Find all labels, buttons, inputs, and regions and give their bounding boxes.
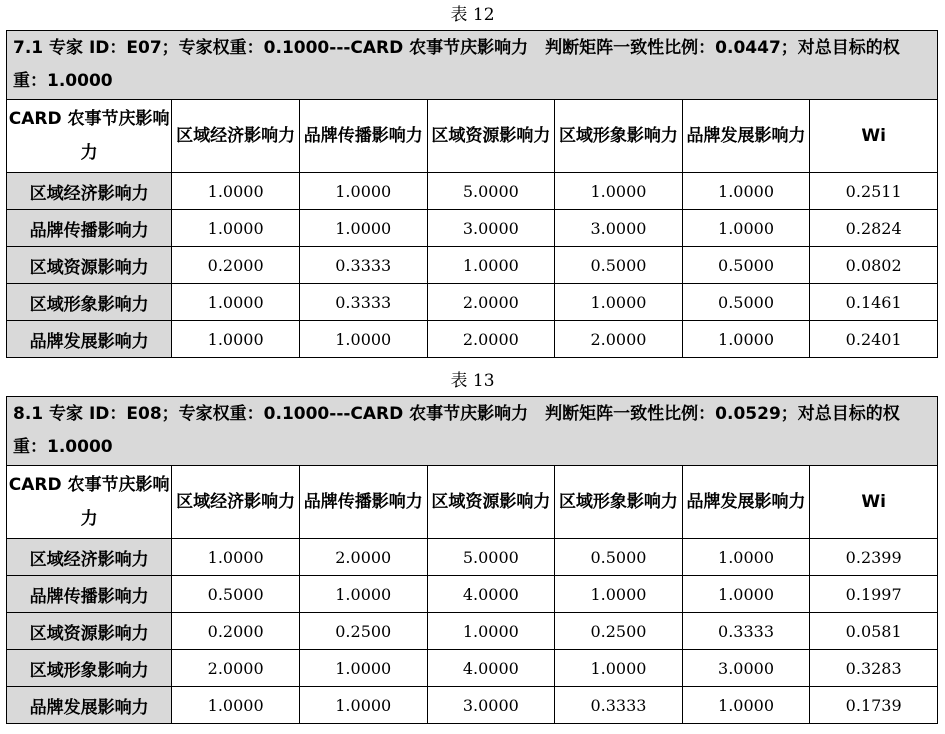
weight-cell: 0.0802 <box>810 247 938 284</box>
column-header: 区域形象影响力 <box>555 466 683 539</box>
table-13 <box>6 396 938 724</box>
table-title: 8.1 专家 ID：E08；专家权重：0.1000---CARD 农事节庆影响力 判断矩阵一致性比例：0.0529；对总目标的权重：1.0000 <box>7 397 938 466</box>
matrix-cell: 1.0000 <box>555 284 683 321</box>
column-header: 品牌传播影响力 <box>299 466 427 539</box>
matrix-cell: 1.0000 <box>172 687 300 724</box>
matrix-cell: 1.0000 <box>299 576 427 613</box>
table-row <box>7 173 938 210</box>
weight-cell: 0.1997 <box>810 576 938 613</box>
weight-cell: 0.0581 <box>810 613 938 650</box>
weight-cell: 0.3283 <box>810 650 938 687</box>
matrix-cell: 1.0000 <box>555 650 683 687</box>
matrix-cell: 1.0000 <box>299 210 427 247</box>
matrix-cell: 1.0000 <box>682 210 810 247</box>
matrix-cell: 3.0000 <box>427 687 555 724</box>
matrix-cell: 2.0000 <box>299 539 427 576</box>
column-header: CARD 农事节庆影响力 <box>7 100 172 173</box>
matrix-cell: 1.0000 <box>427 247 555 284</box>
column-header: 品牌发展影响力 <box>682 466 810 539</box>
column-header: 区域形象影响力 <box>555 100 683 173</box>
table-title: 7.1 专家 ID：E07；专家权重：0.1000---CARD 农事节庆影响力 判断矩阵一致性比例：0.0447；对总目标的权重：1.0000 <box>7 31 938 100</box>
matrix-cell: 1.0000 <box>172 284 300 321</box>
matrix-cell: 1.0000 <box>299 687 427 724</box>
matrix-cell: 1.0000 <box>682 321 810 358</box>
matrix-cell: 0.5000 <box>682 247 810 284</box>
matrix-cell: 2.0000 <box>555 321 683 358</box>
table-row <box>7 210 938 247</box>
header-row <box>7 466 938 539</box>
row-label: 区域形象影响力 <box>7 650 172 687</box>
matrix-cell: 4.0000 <box>427 576 555 613</box>
matrix-cell: 4.0000 <box>427 650 555 687</box>
header-row <box>7 100 938 173</box>
row-label: 品牌发展影响力 <box>7 687 172 724</box>
weight-cell: 0.1461 <box>810 284 938 321</box>
row-label: 区域资源影响力 <box>7 247 172 284</box>
table-row <box>7 321 938 358</box>
matrix-cell: 1.0000 <box>682 173 810 210</box>
table-12-caption: 表 12 <box>450 5 495 25</box>
matrix-cell: 0.2000 <box>172 613 300 650</box>
matrix-cell: 1.0000 <box>172 321 300 358</box>
matrix-cell: 0.2000 <box>172 247 300 284</box>
weight-cell: 0.2399 <box>810 539 938 576</box>
column-header: 品牌发展影响力 <box>682 100 810 173</box>
table-row <box>7 687 938 724</box>
matrix-cell: 1.0000 <box>555 173 683 210</box>
matrix-cell: 5.0000 <box>427 173 555 210</box>
column-header: 区域经济影响力 <box>172 466 300 539</box>
matrix-cell: 1.0000 <box>172 539 300 576</box>
matrix-cell: 2.0000 <box>427 321 555 358</box>
matrix-cell: 0.3333 <box>299 247 427 284</box>
matrix-cell: 1.0000 <box>299 650 427 687</box>
matrix-cell: 5.0000 <box>427 539 555 576</box>
matrix-cell: 0.5000 <box>555 247 683 284</box>
row-label: 品牌发展影响力 <box>7 321 172 358</box>
column-header: CARD 农事节庆影响力 <box>7 466 172 539</box>
table-row <box>7 284 938 321</box>
matrix-cell: 0.3333 <box>555 687 683 724</box>
column-header: 区域资源影响力 <box>427 100 555 173</box>
row-label: 品牌传播影响力 <box>7 210 172 247</box>
table-row <box>7 650 938 687</box>
weight-cell: 0.2401 <box>810 321 938 358</box>
matrix-cell: 1.0000 <box>299 321 427 358</box>
column-header: 品牌传播影响力 <box>299 100 427 173</box>
row-label: 区域资源影响力 <box>7 613 172 650</box>
row-label: 区域经济影响力 <box>7 539 172 576</box>
matrix-cell: 3.0000 <box>555 210 683 247</box>
matrix-cell: 3.0000 <box>682 650 810 687</box>
matrix-cell: 1.0000 <box>682 539 810 576</box>
matrix-cell: 0.3333 <box>682 613 810 650</box>
matrix-cell: 0.3333 <box>299 284 427 321</box>
column-header: 区域经济影响力 <box>172 100 300 173</box>
table-12 <box>6 30 938 358</box>
weight-cell: 0.2824 <box>810 210 938 247</box>
row-label: 区域形象影响力 <box>7 284 172 321</box>
table-row <box>7 576 938 613</box>
weight-cell: 0.2511 <box>810 173 938 210</box>
table-row <box>7 613 938 650</box>
column-header-wi: Wi <box>810 100 938 173</box>
table-row <box>7 539 938 576</box>
matrix-cell: 0.2500 <box>555 613 683 650</box>
matrix-cell: 0.5000 <box>172 576 300 613</box>
matrix-cell: 1.0000 <box>172 173 300 210</box>
table-13-caption: 表 13 <box>450 371 495 391</box>
matrix-cell: 3.0000 <box>427 210 555 247</box>
column-header: 区域资源影响力 <box>427 466 555 539</box>
row-label: 品牌传播影响力 <box>7 576 172 613</box>
matrix-cell: 0.5000 <box>682 284 810 321</box>
matrix-cell: 1.0000 <box>682 576 810 613</box>
row-label: 区域经济影响力 <box>7 173 172 210</box>
matrix-cell: 1.0000 <box>427 613 555 650</box>
matrix-cell: 0.5000 <box>555 539 683 576</box>
matrix-cell: 1.0000 <box>682 687 810 724</box>
table-row <box>7 247 938 284</box>
weight-cell: 0.1739 <box>810 687 938 724</box>
column-header-wi: Wi <box>810 466 938 539</box>
matrix-cell: 1.0000 <box>299 173 427 210</box>
matrix-cell: 1.0000 <box>555 576 683 613</box>
matrix-cell: 2.0000 <box>172 650 300 687</box>
matrix-cell: 2.0000 <box>427 284 555 321</box>
matrix-cell: 1.0000 <box>172 210 300 247</box>
matrix-cell: 0.2500 <box>299 613 427 650</box>
